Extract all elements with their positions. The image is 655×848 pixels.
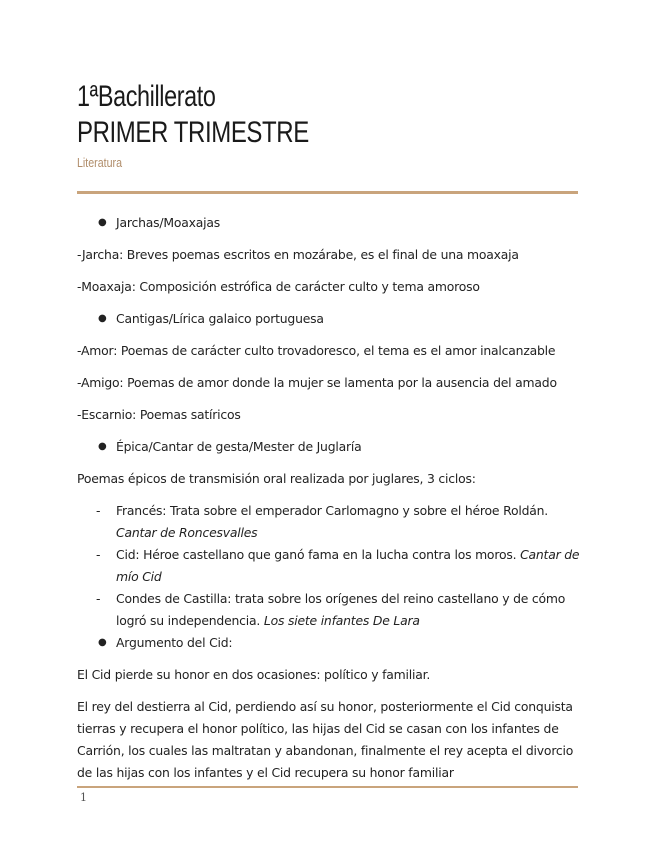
term-title: PRIMER TRIMESTRE (77, 116, 309, 149)
bullet-item: ● Argumento del Cid: (77, 632, 582, 654)
subject-subtitle: Literatura (77, 155, 123, 170)
paragraph: -Jarcha: Breves poemas escritos en mozárabe, es el final de una moaxaja (77, 247, 519, 262)
page-number: 1 (80, 791, 87, 804)
bullet-item: ● Cantigas/Lírica galaico portuguesa (77, 308, 582, 330)
bullet-item: ● Épica/Cantar de gesta/Mester de Juglaría (77, 436, 582, 458)
paragraph: -Amigo: Poemas de amor donde la mujer se lamenta por la ausencia del amado (77, 375, 557, 390)
dash-marker: - (96, 591, 101, 606)
work-title: Los siete infantes De Lara (263, 613, 420, 628)
paragraph: Poemas épicos de transmisión oral realizada por juglares, 3 ciclos: (77, 471, 476, 486)
bullet-icon: ● (98, 637, 107, 648)
paragraph: El Cid pierde su honor en dos ocasiones: político y familiar. (77, 667, 431, 682)
paragraph: -Amor: Poemas de carácter culto trovadoresco, el tema es el amor inalcanzable (77, 343, 556, 358)
header-divider (77, 191, 578, 194)
course-title: 1ªBachillerato (77, 80, 216, 113)
bullet-icon: ● (98, 441, 107, 452)
cycle-item: - Francés: Trata sobre el emperador Carlomagno y sobre el héroe Roldán. Cantar de Roncesvalles (77, 500, 582, 544)
bullet-icon: ● (98, 313, 107, 324)
paragraph: -Escarnio: Poemas satíricos (77, 407, 241, 422)
cycle-item: - Condes de Castilla: trata sobre los orígenes del reino castellano y de cómo logró su independencia. Los siete infantes De Lara (77, 588, 582, 632)
dash-marker: - (96, 547, 101, 562)
document-body (77, 212, 582, 784)
work-title: Cantar de Roncesvalles (116, 525, 258, 540)
paragraph: -Moaxaja: Composición estrófica de carácter culto y tema amoroso (77, 279, 480, 294)
bullet-item: ● Jarchas/Moaxajas (77, 212, 582, 234)
paragraph: El rey del destierra al Cid, perdiendo así su honor, posteriormente el Cid conquista tierras y recupera el honor político, las hijas del Cid se casan con los infantes de Carrión, los cuales las maltratan y abandonan, finalmente el rey acepta el divorcio de las hijas con los infantes y el Cid recupera su honor familiar (77, 699, 574, 780)
cycle-item: - Cid: Héroe castellano que ganó fama en la lucha contra los moros. Cantar de mío Cid (77, 544, 582, 588)
dash-marker: - (96, 503, 101, 518)
bullet-icon: ● (98, 217, 107, 228)
work-title: Cantar de mío Cid (116, 547, 580, 584)
footer-divider (77, 786, 578, 788)
